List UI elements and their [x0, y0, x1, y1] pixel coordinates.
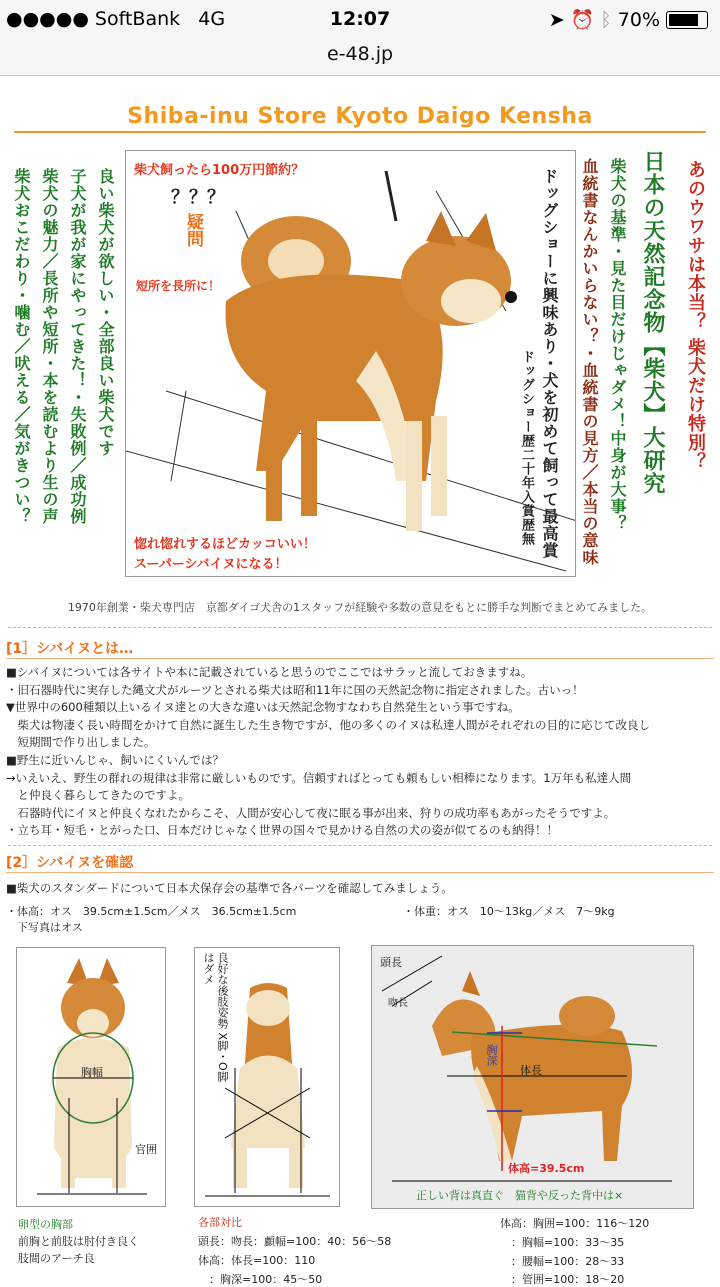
photo-text-super: スーパーシバイヌになる！ [134, 557, 288, 572]
ratio-title: 各部対比 [198, 1216, 242, 1229]
section1-underline [6, 658, 714, 659]
side-view-photo [371, 945, 694, 1209]
site-title[interactable]: Shiba-inu Store Kyoto Daigo Kensha [127, 104, 593, 129]
menu-link-kodawari[interactable]: 柴犬おこだわり・噛む／吠える／気がきつい？ [12, 168, 31, 525]
egg-chest-title: 卵型の胸部 [18, 1218, 73, 1231]
rear-leg-note: 良好な後肢姿勢 X脚・O脚はダメ [202, 952, 229, 1082]
battery-icon [666, 11, 708, 29]
chest-width-label: 胸幅 [81, 1066, 103, 1079]
ratio2-line3: ：腰幅=100：28〜33 [500, 1255, 625, 1268]
photo-text-setsuyaku: 柴犬飼ったら100万円節約？ [134, 163, 305, 178]
section1-heading: [1］シバイヌとは… [6, 641, 134, 657]
alarm-icon: ⏰ [570, 9, 595, 31]
hero-dog-photo [125, 150, 576, 577]
photo-text-kakkoii: 惚れ惚れするほどカッコいい！ [134, 537, 316, 552]
tube-label: 官囲 [135, 1143, 157, 1156]
menu-link-dogshow[interactable]: ドッグショーに興味あり・犬を初めて飼って最高賞 [540, 168, 559, 559]
carrier-signal: ●●●●● SoftBank 4G [6, 8, 226, 30]
back-line-caption: 正しい背は真直ぐ 猫背や反った背中は× [416, 1189, 624, 1202]
battery-percent: 70% [617, 8, 660, 31]
bluetooth-icon: ᛒ [600, 8, 612, 31]
chest-depth-label: 胸深 [485, 1044, 498, 1066]
divider [8, 845, 712, 846]
photo-note: 下写真はオス [6, 921, 83, 934]
menu-link-yoi-shiba[interactable]: 良い柴犬が欲しい・全部良い柴犬です [96, 168, 115, 457]
ratio2-line4: ：管囲=100：18〜20 [500, 1273, 625, 1286]
section2-intro: ■柴犬のスタンダードについて日本犬保存会の基準で各パーツを確認してみましょう。 [6, 881, 453, 895]
photo-text-tansho: 短所を長所に！ [136, 279, 221, 293]
hero-caption: 1970年創業・柴犬専門店 京都ダイゴ犬舎の1スタッフが経験や多数の意見をもとに勝手な判断でまとめてみました。 [67, 601, 653, 614]
page-heading-vertical: 日本の天然記念物【柴犬】大研究 [640, 150, 665, 495]
divider [8, 627, 712, 628]
menu-link-kijun[interactable]: 柴犬の基準・見た目だけじゃダメ！中身が大事？ [608, 158, 627, 532]
question-marks: ？？？ [171, 187, 225, 208]
menu-link-uwasa[interactable]: あのウワサは本当？ 柴犬だけ特別？ [685, 160, 706, 472]
ratio-line1: 頭長：吻長：顱幅=100：40：56〜58 [198, 1235, 392, 1248]
ratio2-line1: 体高：胸囲=100：116〜120 [500, 1217, 650, 1230]
menu-link-koinu[interactable]: 子犬が我が家にやってきた！・失敗例／成功例 [68, 168, 87, 525]
section2-underline [6, 872, 714, 873]
front-view-photo [16, 947, 166, 1207]
section1-body: ■シバイヌについては各サイトや本に記載されていると思うのでここではサラッと流しておきますね。 ・旧石器時代に実存した縄文犬がルーツとされる柴犬は昭和11年に国の天然記念物に指定されました。古いっ！ ▼世界中の600種類以上いるイヌ達との大きな違いは天然記念物すなわち自然発生という事ですね。 柴犬は物凄く長い時間をかけて自然に誕生した生き物ですが、他の多くのイヌは私達人間がそれぞれの目的に応じて改良し 短期間で作り出しました。 ■野生に近いんじゃ、飼いにくいんでは？ →いえいえ、野生の群れの規律は非常に厳しいものです。信頼すればとっても頼もしい相棒になります。1万年も私達人間 と仲良く暮らしてきたのですよ。 石器時代にイヌと仲良くなれたからこそ、人間が安心して夜に眠る事が出来、狩りの成功率もあがったそうですよ。 ・立ち耳・短毛・とがった口、日本だけじゃなく世界の国々で見かける自然の犬の姿が似てるのも納得！！ [6, 665, 650, 838]
status-bar [0, 0, 720, 40]
standard-weight: ・体重：オス 10〜13kg／メス 7〜9kg [403, 905, 615, 918]
banner-underline [14, 131, 706, 133]
ratio-line3: ：胸深=100：45〜50 [198, 1273, 323, 1286]
egg-chest-line2: 肢間のアーチ良 [18, 1252, 95, 1265]
photo-text-gimon: 疑問 [183, 213, 203, 247]
standard-height: ・体高：オス 39.5cm±1.5cm／メス 36.5cm±1.5cm [6, 905, 297, 918]
dogshow-subtext: ドッグショー歴二十年入賞歴無 [519, 350, 534, 546]
menu-link-kettosho[interactable]: 血統書なんかいらない？・血統書の見方／本当の意味 [580, 158, 599, 566]
head-length-label: 頭長 [380, 956, 402, 969]
ratio-line2: 体高：体長=100：110 [198, 1254, 316, 1267]
location-icon: ➤ [548, 8, 565, 31]
url-bar[interactable] [0, 40, 720, 76]
rear-view-photo [194, 947, 340, 1207]
ratio2-line2: ：胸幅=100：33〜35 [500, 1236, 625, 1249]
muzzle-length-label: 吻長 [388, 998, 408, 1009]
section2-heading: [2］シバイヌを確認 [6, 855, 134, 871]
body-length-label: 体長 [520, 1064, 542, 1077]
egg-chest-line1: 前胸と前肢は肘付き良く [18, 1235, 139, 1248]
clock: 12:07 [329, 8, 391, 30]
body-height-label: 体高=39.5cm [508, 1162, 585, 1175]
menu-link-miryoku[interactable]: 柴犬の魅力／長所や短所・本を読むより生の声 [40, 168, 59, 525]
url-text: e-48.jp [326, 43, 394, 65]
